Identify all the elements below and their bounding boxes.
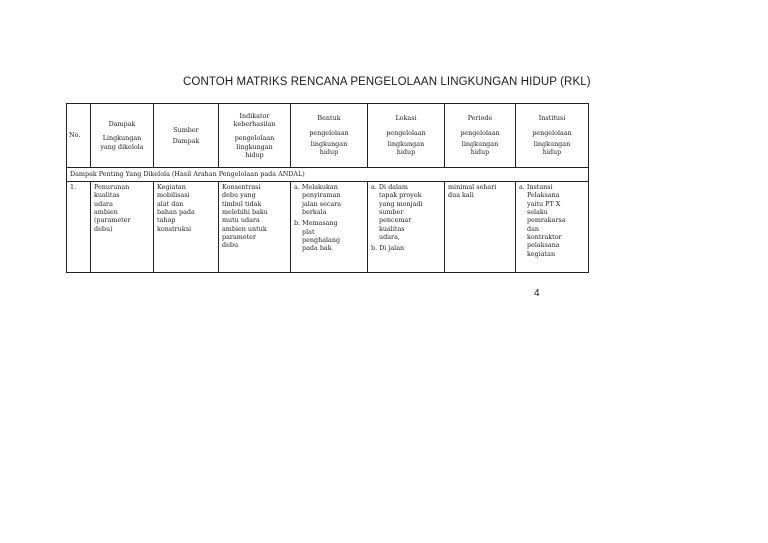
cell-text: Penurunan [94,183,130,191]
cell-text: ambien [94,207,118,216]
cell-text: (parameter [94,216,131,225]
cell-text: yaitu PT X [527,199,561,208]
cell-no: 1. [67,182,91,273]
cell-text: debu) [94,224,113,233]
cell-text: kegiatan [527,249,556,258]
header-indikator-l4: lingkungan [236,142,273,151]
header-bentuk [291,104,368,168]
header-institusi [516,104,589,168]
cell-text: sumber [379,207,404,216]
header-no-label: No. [69,131,81,140]
cell-text: bahan pada [157,207,195,216]
cell-text: a. Di dalam [371,183,408,191]
table-header-row [67,104,589,168]
cell-text: pada bak [302,244,332,253]
cell-text: mobilisasi [157,191,190,200]
cell-text: timbul tidak [222,199,262,208]
cell-text: b. Di jalan [371,244,405,253]
cell-text: a. Melakukan [294,183,338,191]
header-dampak-l1: Dampak [108,120,136,128]
cell-periode [445,182,516,273]
cell-text: pencemar [379,216,412,225]
cell-text: udara [94,199,113,208]
cell-dampak [91,182,154,273]
header-periode [445,104,516,168]
cell-text: tahap [157,216,176,225]
header-lokasi-l2: pengelolaan [386,128,426,137]
cell-bentuk [291,182,368,273]
header-lokasi [368,104,445,168]
header-indikator-l3: pengelolaan [234,134,275,143]
cell-text: konstruksi [157,224,192,233]
table-row [67,182,589,273]
cell-text: b. Memasang [294,219,338,228]
header-periode-l3: lingkungan [461,140,499,148]
cell-text: Konsentrasi [222,183,261,191]
cell-text: parameter [222,232,257,241]
header-sumber-l2: Dampak [172,137,200,145]
header-indikator-l5: hidup [245,150,264,159]
cell-text: pemrakarsa [527,216,566,225]
cell-text: yang menjadi [379,199,423,208]
header-sumber-l1: Sumber [173,125,199,134]
header-bentuk-l2: pengelolaan [309,128,349,137]
header-institusi-l2: pengelolaan [532,128,572,137]
cell-text: kontraktor [527,232,562,241]
header-lokasi-l3: lingkungan [387,140,425,148]
cell-text: selaku [527,207,548,216]
cell-text: mutu udara [222,216,260,225]
cell-text: kualitas [379,224,405,233]
cell-text: Kegiatan [157,183,186,191]
rkl-matrix-table [66,103,589,273]
cell-text: kualitas [94,191,120,200]
cell-text: a. Instansi [519,183,553,191]
section-row [67,168,589,182]
cell-text: penyiraman [302,191,341,200]
cell-text: dua kali [448,191,474,200]
header-indikator [219,104,291,168]
header-bentuk-l4: hidup [319,148,339,157]
cell-indikator [219,182,291,273]
cell-text: melebihi baku [222,207,268,216]
cell-sumber [154,182,219,273]
page-number: 4 [534,288,540,299]
cell-text: udara, [379,232,400,241]
header-sumber [154,104,219,168]
cell-text: dan [527,224,540,233]
header-bentuk-l3: lingkungan [310,140,348,148]
cell-institusi [516,182,589,273]
header-dampak-l2: Lingkungan [102,134,142,143]
header-periode-l4: hidup [470,148,490,157]
header-lokasi-l1: Lokasi [395,114,417,123]
header-institusi-l4: hidup [542,148,562,157]
document-title: CONTOH MATRIKS RENCANA PENGELOLAAN LINGKUNGAN HIDUP (RKL) [183,76,591,88]
cell-text: alat dan [157,199,184,208]
cell-text: jalan secara [302,199,342,208]
cell-text: berkala [302,207,327,216]
cell-text: Pelaksana [527,191,560,200]
cell-text: debu yang [222,191,256,200]
header-no [67,104,91,168]
cell-text: minimal sehari [448,183,497,191]
header-bentuk-l1: Bentuk [317,114,341,123]
header-dampak [91,104,154,168]
header-periode-l1: Periode [467,114,493,123]
cell-text: debu [222,241,239,250]
section-label: Dampak Penting Yang Dikelola (Hasil Arahan Pengelolaan pada ANDAL) [67,168,589,182]
header-periode-l2: pengelolaan [460,128,500,137]
cell-text: tapak proyek [379,191,422,200]
cell-text: pelaksana [527,241,560,250]
cell-text: plat [302,227,315,236]
header-indikator-l2: keberhasilan [233,120,276,128]
header-institusi-l1: Institusi [538,114,566,123]
header-institusi-l3: lingkungan [533,140,571,148]
cell-text: penghalang [302,235,341,244]
cell-lokasi [368,182,445,273]
cell-text: ambien untuk [222,224,267,233]
header-lokasi-l4: hidup [396,148,416,157]
header-indikator-l1: Indikator [239,111,270,120]
header-dampak-l3: yang dikelola [100,142,144,151]
